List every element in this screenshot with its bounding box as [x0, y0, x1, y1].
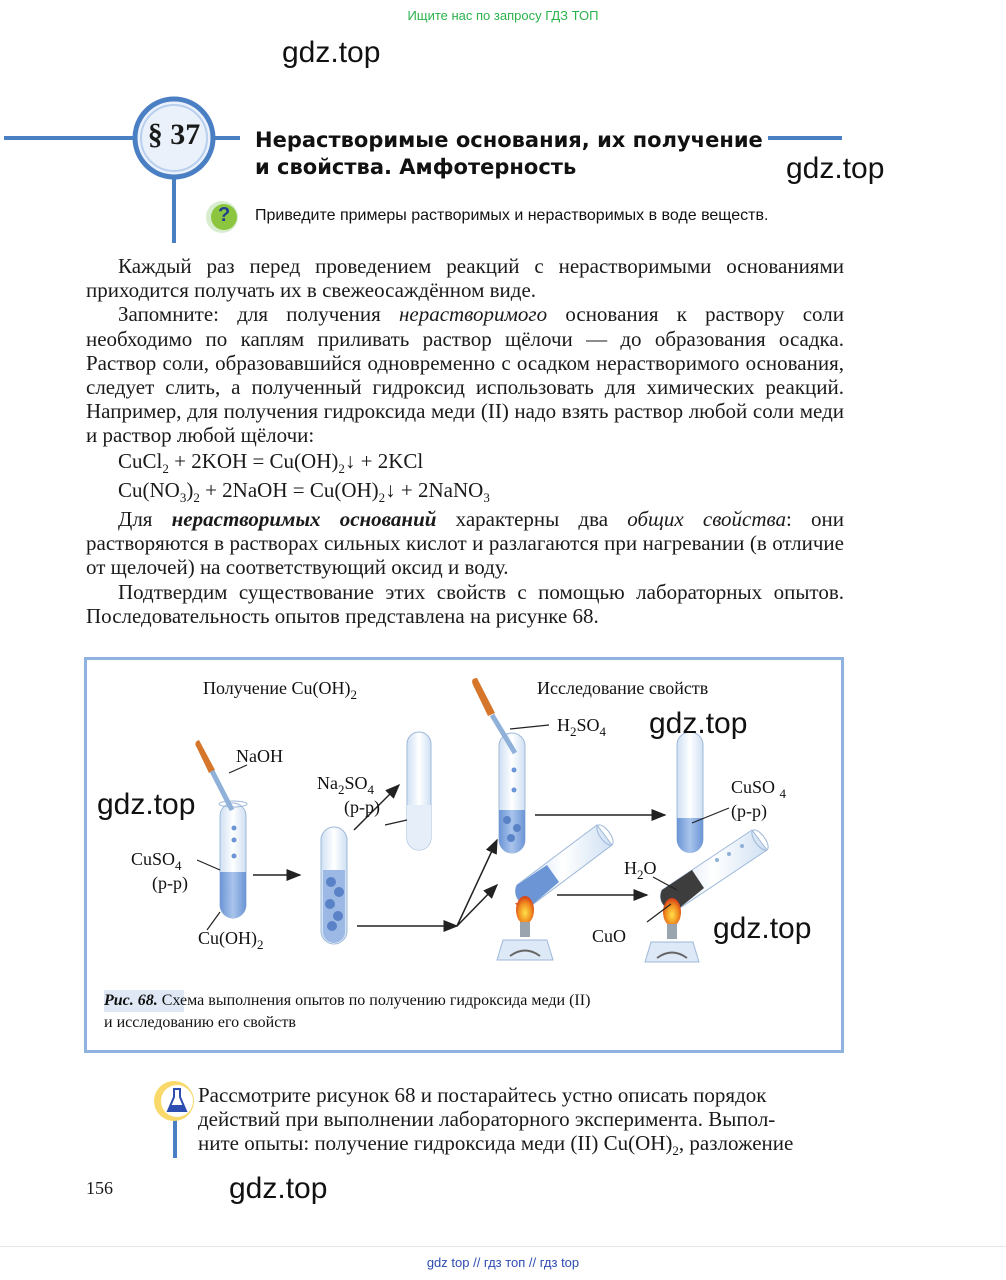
dropper-2 — [472, 678, 515, 753]
label-pp-left: (р-р) — [152, 873, 188, 893]
watermark: gdz.top — [282, 36, 381, 69]
formula-2: $Cu(NO_3)_2$ + 2NaOH = $Cu(OH)_2↓$ + 2NaNO$_3$ — [118, 478, 490, 505]
section-number: § 37 — [147, 118, 201, 151]
paragraph-2: Запомните: для получения нерастворимого основания к раствору соли необходимо по каплям приливать раствор щёлочи — до образования осадка. Раствор соли, образовавшийся одновременно с осадком нерастворимого основания, следует слить, а полученный гидроксид использовать для химических реакций. Например, для получения гидроксида меди (II) надо взять раствор любой соли меди и раствор любой щёлочи: — [86, 302, 844, 448]
section-title-line1: Нерастворимые основания, их получение — [255, 128, 763, 152]
section-title-line2: и свойства. Амфотерность — [255, 155, 577, 179]
watermark: gdz.top — [786, 152, 885, 185]
task-line-3: ните опыты: получение гидроксида меди (II) $Cu(OH)_2$, разложение — [198, 1131, 794, 1158]
question-icon — [205, 200, 239, 234]
question-text: Приведите примеры растворимых и нерастворимых в воде веществ. — [255, 207, 769, 224]
label-pp-right: (р-р) — [731, 801, 767, 821]
watermark: gdz.top — [713, 912, 812, 945]
watermark: gdz.top — [97, 788, 196, 821]
label-pp-mid: (р-р) — [344, 797, 380, 817]
label-h2o: $H_2O$ — [624, 858, 657, 882]
tube-3 — [407, 732, 431, 850]
label-na2so4: $Na_2SO_4$ — [317, 773, 375, 797]
label-cuso4-right: CuSO $_4$ — [731, 777, 787, 801]
dropper-1 — [195, 740, 232, 810]
tube-2 — [321, 827, 347, 944]
tube-1 — [219, 801, 247, 918]
page-number: 156 — [86, 1178, 113, 1198]
task-bar — [173, 1120, 177, 1158]
tube-5 — [677, 732, 703, 853]
body-text — [86, 254, 844, 448]
figure-caption: Рис. 68. Схема выполнения опытов по получению гидроксида меди (II) — [104, 992, 591, 1009]
formula-1: CuCl$_2$ + $2KOH = Cu(OH)_2↓ + 2KCl$ — [118, 449, 424, 476]
top-banner[interactable]: Ищите нас по запросу ГДЗ ТОП — [407, 8, 599, 23]
label-h2so4: $H_2SO_4$ — [557, 715, 607, 739]
watermark: gdz.top — [229, 1172, 328, 1205]
task-line-1: Рассмотрите рисунок 68 и постарайтесь устно описать порядок — [198, 1083, 767, 1107]
paragraph-3: Для нерастворимых оснований характерны два общих свойства: они растворяются в растворах сильных кислот и разлагаются при нагревании (в отличие от щелочей) на соответствующий оксид и воду. — [86, 507, 845, 580]
label-naoh: NaOH — [236, 746, 283, 766]
label-cuoh2: $Cu(OH)_2$ — [198, 928, 264, 952]
figure-heading-right: Исследование свойств — [537, 678, 709, 698]
watermark: gdz.top — [649, 707, 748, 740]
paragraph-4: Подтвердим существование этих свойств с помощью лабораторных опытов. Последовательность опытов представлена на рисунке 68. — [86, 579, 844, 628]
flask-icon — [153, 1080, 195, 1122]
body-text-2 — [86, 507, 844, 628]
label-cuo: CuO — [592, 926, 627, 946]
question-mark: ? — [218, 204, 231, 226]
footer-links[interactable]: gdz top // гдз топ // гдз top — [426, 1255, 580, 1270]
task-text — [198, 1083, 844, 1163]
paragraph-1: Каждый раз перед проведением реакций с нерастворимыми основаниями приходится получать их в свежеосаждённом виде. — [86, 254, 844, 303]
label-cuso4-left: CuSO$_4$ — [131, 849, 182, 873]
footer-divider — [0, 1246, 1006, 1247]
task-line-2: действий при выполнении лабораторного эксперимента. Выпол- — [198, 1107, 776, 1131]
figure-heading-left: Получение $Cu(OH)_2$ — [203, 678, 358, 702]
caption-label: Рис. 68. — [104, 992, 158, 1009]
figure-caption-line2: и исследованию его свойств — [104, 1014, 296, 1031]
